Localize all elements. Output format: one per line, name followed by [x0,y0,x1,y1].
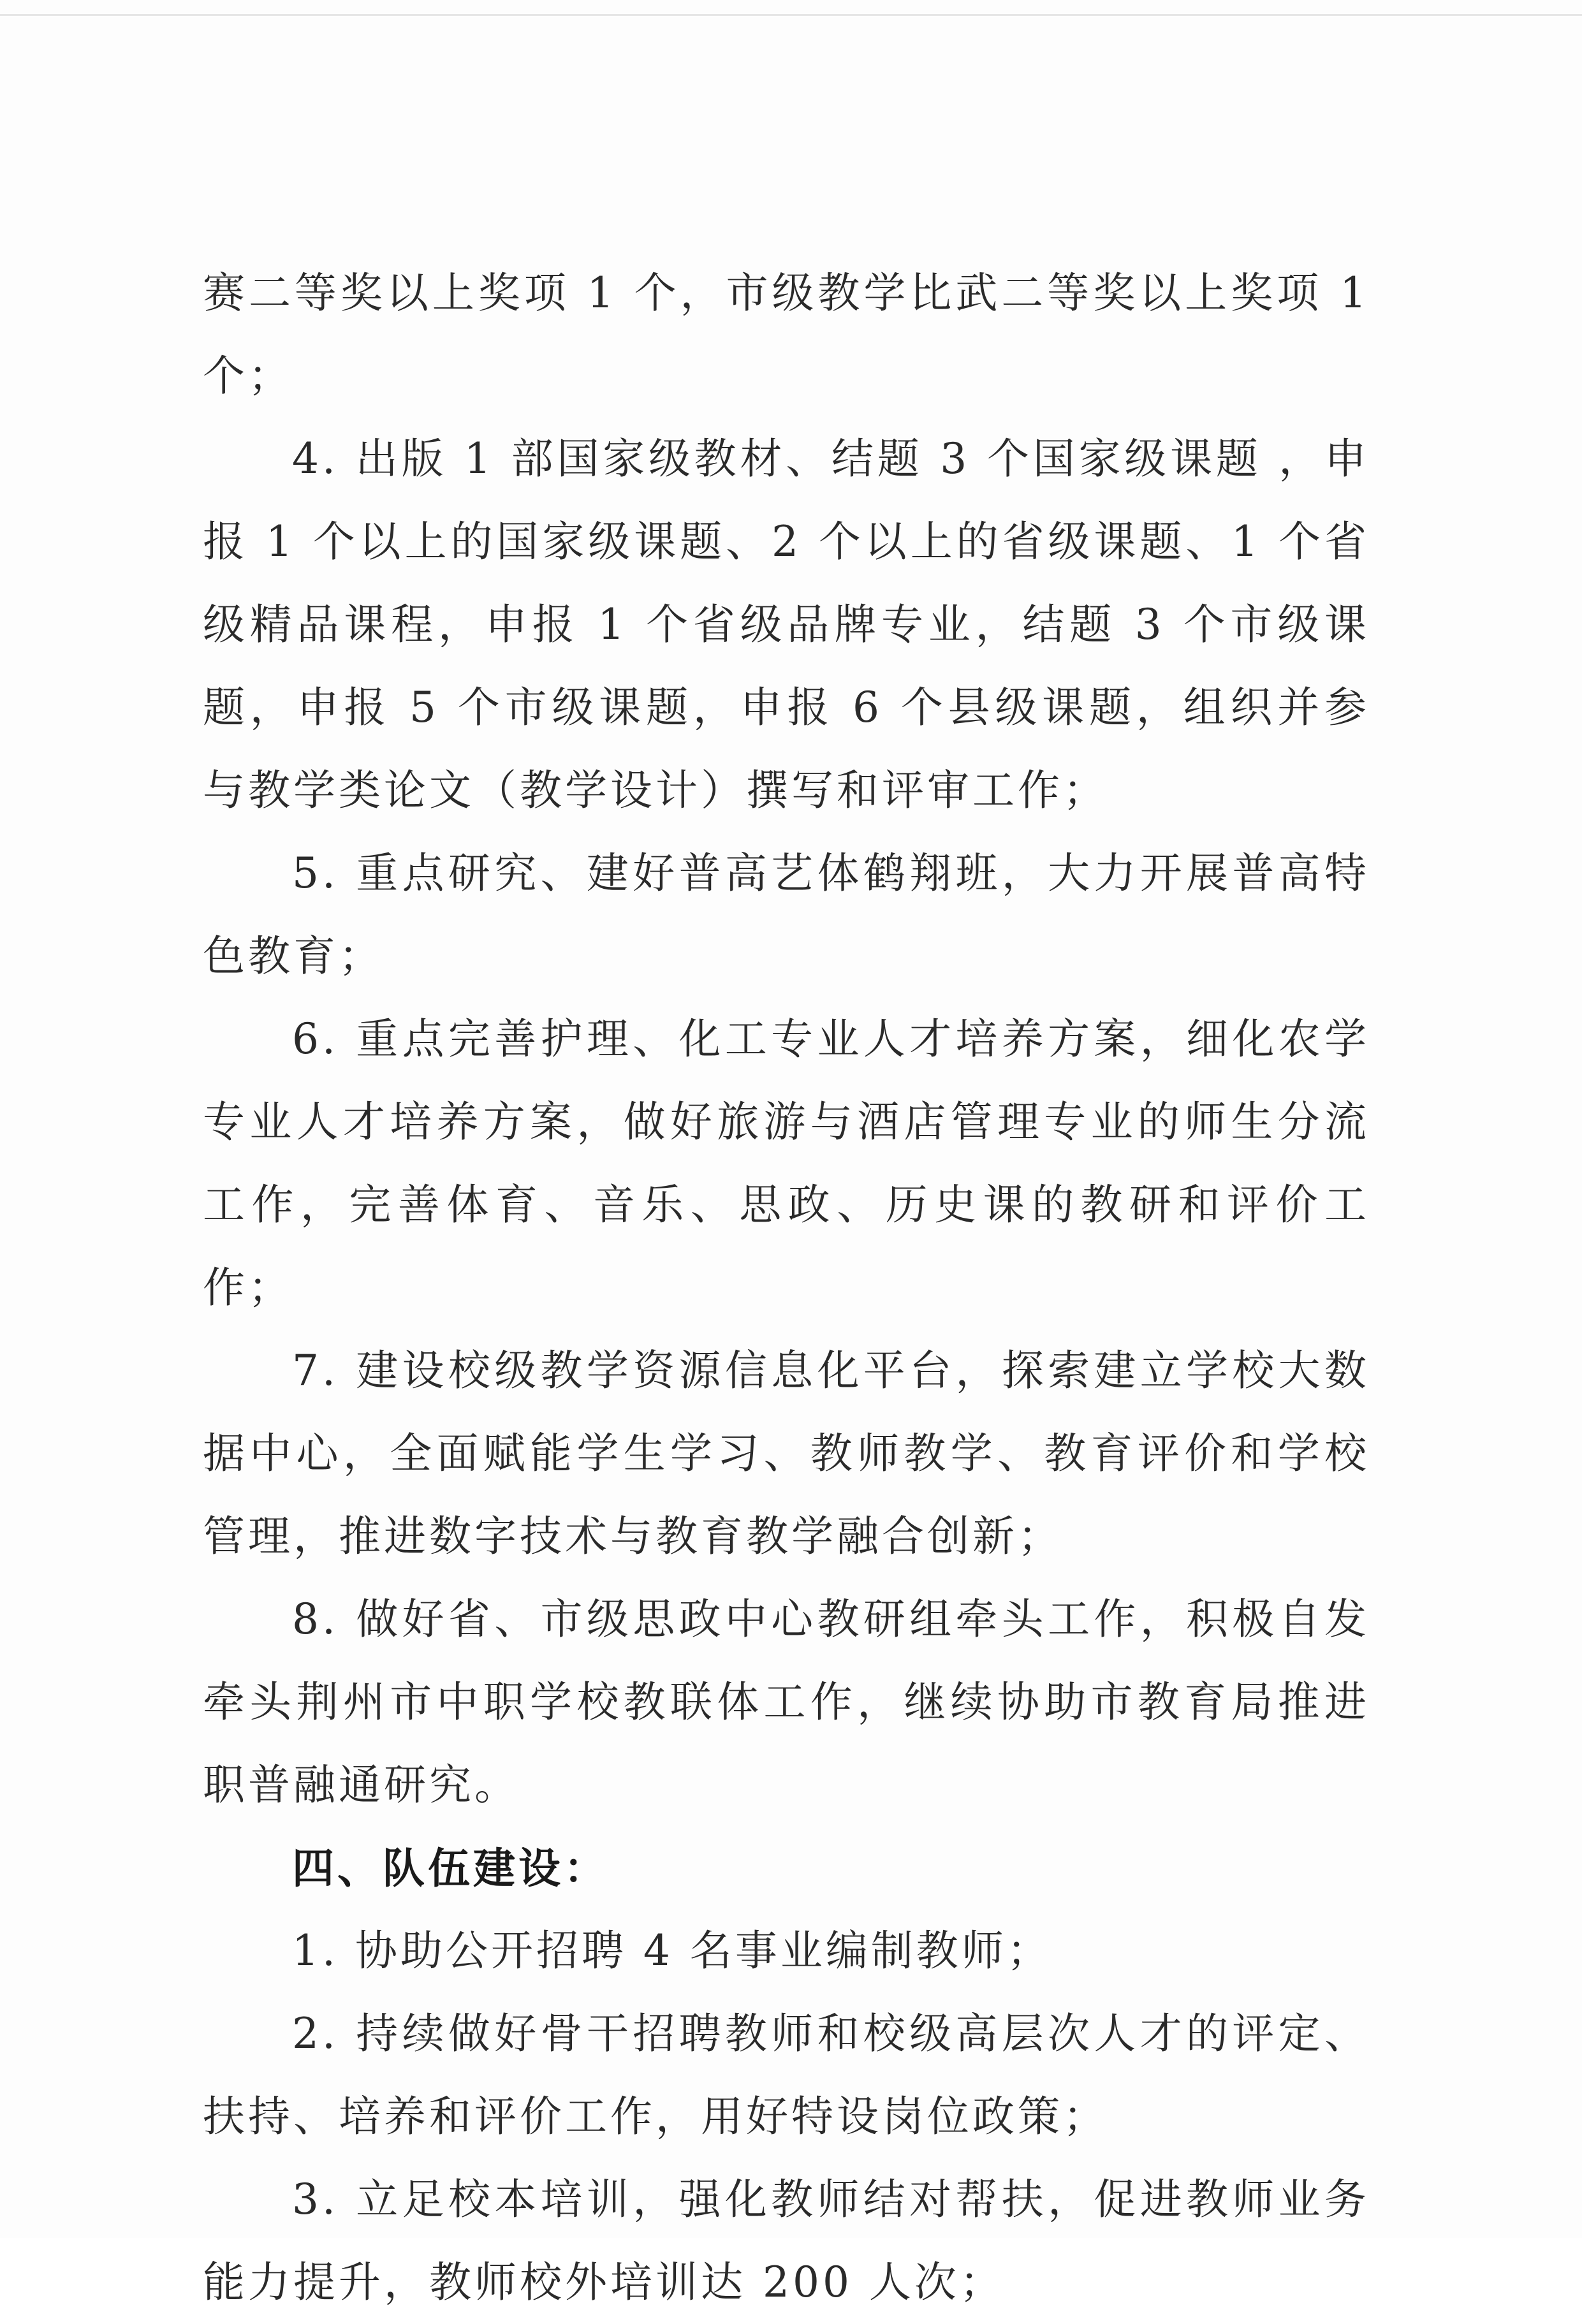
paragraph-item-8-ideology-center: 8. 做好省、市级思政中心教研组牵头工作，积极自发牵头荆州市中职学校教联体工作，继续协助市教育局推进职普融通研究。 [203,1595,1370,1809]
paragraph-item-4-research: 4. 出版 1 部国家级教材、结题 3 个国家级课题 ，申报 1 个以上的国家级课题、2 个以上的省级课题、1 个省级精品课程，申报 1 个省级品牌专业，结题 3 个市级课题，申报 5 个市级课题，申报 6 个县级课题，组织并参与教学类论文（教学设计）撰写和评审工作； [203,434,1370,815]
paragraph-item-7-info-platform: 7. 建设校级教学资源信息化平台，探索建立学校大数据中心，全面赋能学生学习、教师教学、教育评价和学校管理，推进数字技术与教育教学融合创新； [203,1346,1370,1561]
paragraph-item-6-training-plans: 6. 重点完善护理、化工专业人才培养方案，细化农学专业人才培养方案，做好旅游与酒店管理专业的师生分流工作，完善体育、音乐、思政、历史课的教研和评价工作； [203,1014,1370,1312]
section-heading-team-building: 四、队伍建设： [292,1843,609,1893]
paragraph-team-item-2: 2. 持续做好骨干招聘教师和校级高层次人才的评定、扶持、培养和评价工作，用好特设岗位政策； [203,2009,1370,2141]
paragraph-item-5-art-sports-class: 5. 重点研究、建好普高艺体鹤翔班，大力开展普高特色教育； [203,849,1370,981]
page-top-edge [0,14,1582,16]
document-body [203,252,1370,2324]
paragraph-team-item-1: 1. 协助公开招聘 4 名事业编制教师； [292,1926,1052,1975]
paragraph-team-item-3: 3. 立足校本培训，强化教师结对帮扶，促进教师业务能力提升，教师校外培训达 200 人次； [203,2175,1370,2307]
paragraph-award-continuation: 赛二等奖以上奖项 1 个，市级教学比武二等奖以上奖项 1 个； [203,268,1370,400]
